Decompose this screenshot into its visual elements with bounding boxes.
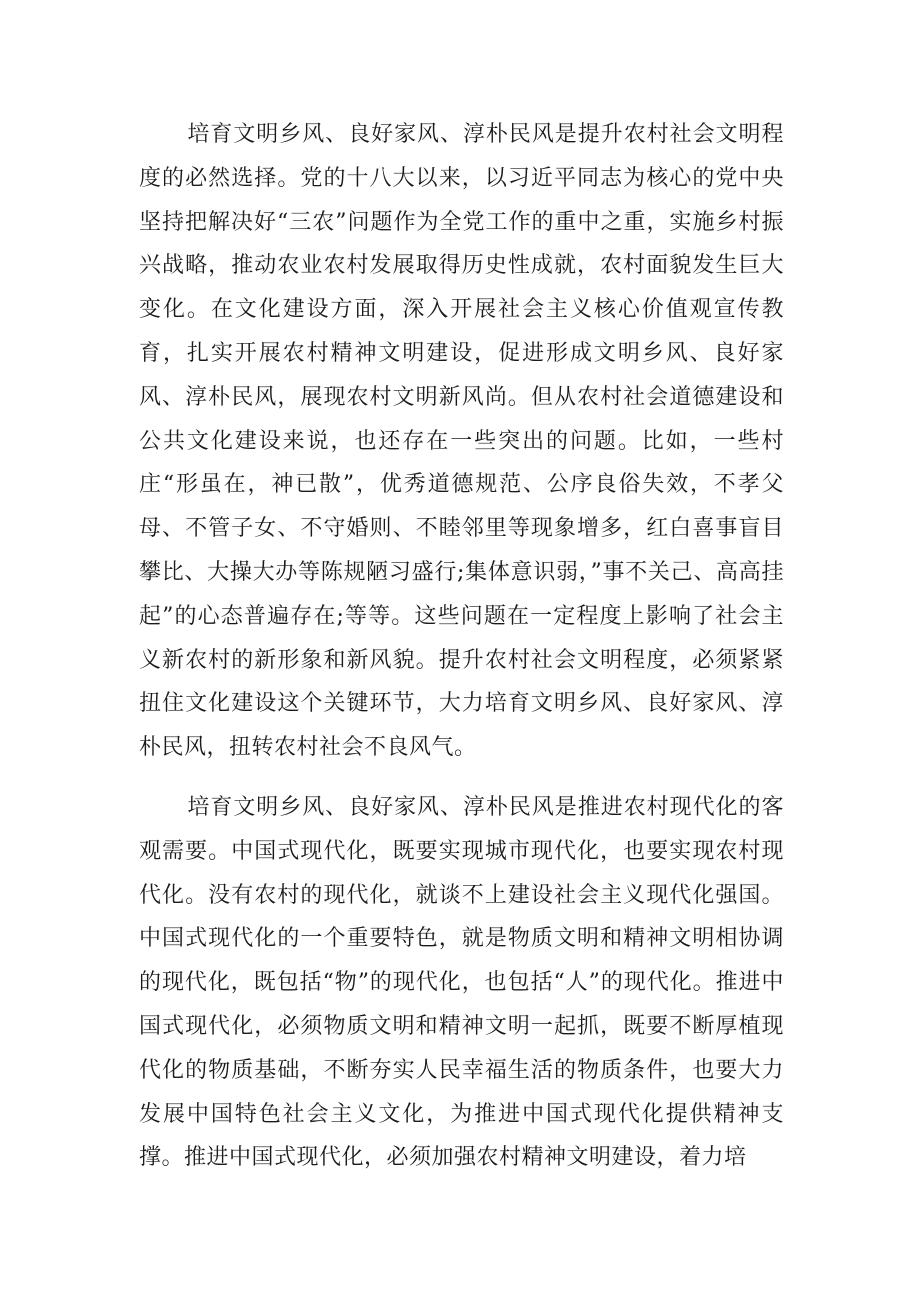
paragraph-2: 培育文明乡风、良好家风、淳朴民风是推进农村现代化的客观需要。中国式现代化，既要实现城市现代化，也要实现农村现代化。没有农村的现代化，就谈不上建设社会主义现代化强国。中国式现代化的一个重要特色，就是物质文明和精神文明相协调的现代化，既包括“物”的现代化，也包括“人”的现代化。推进中国式现代化，必须物质文明和精神文明一起抓，既要不断厚植现代化的物质基础，不断夯实人民幸福生活的物质条件，也要大力发展中国特色社会主义文化，为推进中国式现代化提供精神支撑。推进中国式现代化，必须加强农村精神文明建设，着力培: [139, 795, 784, 1171]
paragraph-1: 培育文明乡风、良好家风、淳朴民风是提升农村社会文明程度的必然选择。党的十八大以来，以习近平同志为核心的党中央坚持把解决好“三农”问题作为全党工作的重中之重，实施乡村振兴战略，推动农业农村发展取得历史性成就，农村面貌发生巨大变化。在文化建设方面，深入开展社会主义核心价值观宣传教育，扎实开展农村精神文明建设，促进形成文明乡风、良好家风、淳朴民风，展现农村文明新风尚。但从农村社会道德建设和公共文化建设来说，也还存在一些突出的问题。比如，一些村庄“形虽在，神已散”，优秀道德规范、公序良俗失效，不孝父母、不管子女、不守婚则、不睦邻里等现象增多，红白喜事盲目攀比、大操大办等陈规陋习盛行;集体意识弱，”事不关己、高高挂起”的心态普遍存在;等等。这些问题在一定程度上影响了社会主义新农村的新形象和新风貌。提升农村社会文明程度，必须紧紧扭住文化建设这个关键环节，大力培育文明乡风、良好家风、淳朴民风，扭转农村社会不良风气。: [139, 122, 784, 761]
